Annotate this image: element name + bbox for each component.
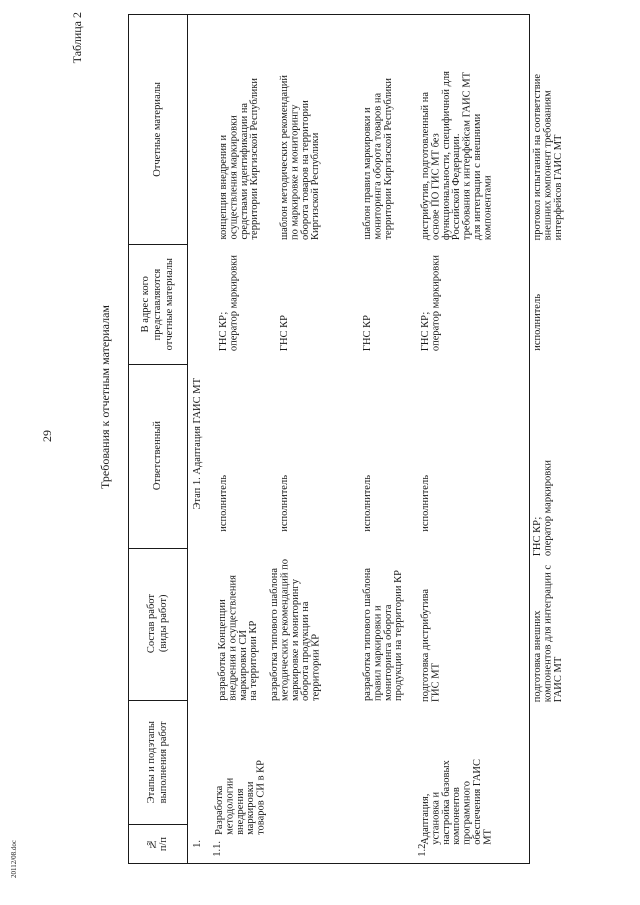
materials-cell: дистрибутив, подготовленный на основе ПО ГИС МТ без функциональности, специфичной для Российской Федерации. требования к интерфейсам ГАИС МТ для интеграции с внешними компонентами (420, 70, 494, 240)
header-cell-recipient: В адрес кого представляются отчетные материалы (140, 257, 175, 351)
stage-title: Этап 1. Адаптация ГАИС МТ (192, 378, 203, 510)
row-stage: Разработка методологии внедрения маркировки товаров СИ в КР (214, 760, 267, 835)
recipient-cell: ГНС КР; оператор маркировки (420, 254, 442, 351)
table-border-right (128, 14, 530, 15)
responsible-cell: исполнитель (218, 475, 229, 532)
recipient-cell: ГНС КР (279, 314, 290, 351)
row-number: 1.1. (212, 841, 223, 857)
header-cell-num: № п/п (146, 836, 169, 852)
header-cell-materials: Отчетные материалы (152, 81, 163, 177)
work-cell: разработка типового шаблона правил маркировки и мониторинга оборота продукции на территории КР (362, 568, 405, 701)
materials-cell: концепция внедрения и осуществления маркировки средствами идентификации на территории Киргизской Республики (218, 78, 261, 240)
recipient-cell: ГНС КР (362, 314, 373, 351)
materials-cell: протокол испытаний на соответствие внешних компонент требованиям интерфейсов ГАИС МТ (532, 73, 564, 240)
responsible-cell: ГНС КР; оператор маркировки (532, 459, 554, 556)
responsible-cell: исполнитель (279, 475, 290, 532)
footer-doc-id: 20112/08.doc (10, 840, 18, 879)
recipient-cell: ГНС КР; оператор маркировки (218, 254, 240, 351)
work-cell: подготовка дистрибутива ГИС МТ (420, 588, 442, 702)
table-number: Таблица 2 (70, 12, 84, 64)
table-border-bottom (529, 14, 530, 864)
table-title: Требования к отчетным материалам (98, 305, 112, 489)
page-number: 29 (40, 430, 54, 442)
materials-cell: шаблон правил маркировки и мониторинга оборота товаров на территории Киргизской Республики (362, 78, 394, 240)
work-cell: разработка Концепции внедрения и осуществления маркировки СИ на территории КР (217, 575, 260, 701)
recipient-cell: исполнитель (532, 294, 543, 351)
materials-cell: шаблон методических рекомендаций по маркировке и мониторингу оборота товаров на территории Киргизской Республики (279, 75, 322, 240)
table-border-left (128, 863, 530, 864)
row-number: 1.2. (417, 841, 428, 857)
stage-number: 1. (192, 840, 203, 848)
work-cell: подготовка внешних компонентов для интеграции с ГАИС МТ (532, 564, 564, 702)
header-cell-responsible: Ответственный (152, 421, 163, 491)
header-cell-work: Состав работ (виды работ) (146, 594, 169, 654)
responsible-cell: исполнитель (362, 475, 373, 532)
header-cell-stages: Этапы и подэтапы выполнения работ (146, 720, 169, 804)
work-cell: разработка типового шаблона методических рекомендаций по маркировке и мониторингу оборота продукции на территории КР (269, 559, 322, 701)
row-stage: Адаптация, установка и настройка базовых компонентов программного обеспечения ГАИС МТ (420, 759, 494, 845)
responsible-cell: исполнитель (420, 475, 431, 532)
